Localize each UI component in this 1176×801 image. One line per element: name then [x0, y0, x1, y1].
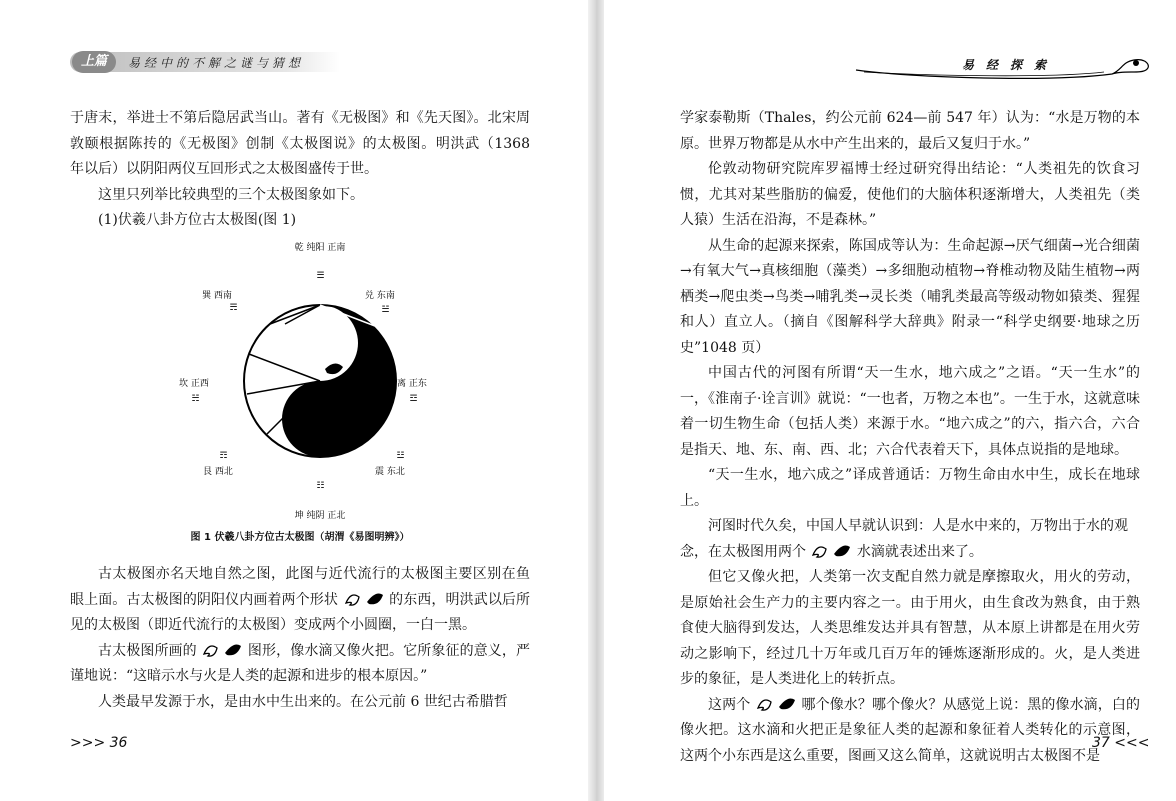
book-gutter [588, 0, 604, 801]
paragraph-part: 的东西，明洪武以后所见的太极图（即近代流行的太极图）变成两个小圆圈，一白一黑。 [70, 591, 531, 633]
trigram-zhen: ☳ [396, 451, 404, 461]
paragraph [680, 693, 1140, 770]
taiji-figure [175, 236, 465, 526]
paragraph [680, 540, 1140, 566]
paragraph: 学家泰勒斯（Thales，约公元前 624—前 547 年）认为：“水是万物的本原。世界万物都是从水中产生出来的，最后又复归于水。” [680, 110, 1140, 152]
page-number: 37 <<< [1092, 735, 1150, 751]
paragraph: 河图时代久矣，中国人早就认识到：人是水中来的，万物出于水的观 [708, 518, 1128, 534]
paragraph-part: 图形，像水滴又像火把。它所象征的意义，严谨地说：“这暗示水与火是人类的起源和进步的根本原因。” [70, 642, 531, 684]
trigram-kun: ☷ [316, 481, 324, 491]
paragraph-part: 哪个像水？哪个像火？从感觉上说：黑的像水滴，白的像火把。这水滴和火把正是象征人类的起源和象征着人类转化的示意图，这两个小东西是这么重要，图画又这么简单，这就说明古太极图不是 [680, 696, 1141, 764]
trigram-li: ☲ [409, 394, 417, 404]
paragraph-part: 古太极图所画的 [98, 642, 197, 659]
paragraph: (1)伏羲八卦方位古太极图(图 1) [98, 212, 297, 228]
taiji-diagram [244, 305, 396, 457]
paragraph-part: 念，在太极图用两个 [680, 543, 806, 560]
paragraph [70, 562, 530, 639]
label-north: 坤 纯阴 正北 [294, 511, 346, 521]
paragraph: 伦敦动物研究院库罗福博士经过研究得出结论：“人类祖先的饮食习惯，尤其对某些脂肪的偏爱，使他们的大脑体积逐渐增大，人类祖先（类人猿）生活在沿海，不是森林。” [680, 161, 1140, 228]
paragraph-part: 古太极图亦名天地自然之图，此图与近代流行的太极图主要区别在鱼眼上面。古太极图的阴阳仪内画着两个形状 [70, 566, 530, 608]
droplet-pair-icon [201, 643, 243, 659]
paragraph: 但它又像火把，人类第一次支配自然力就是摩擦取火，用火的劳动，是原始社会生产力的主要内容之一。由于用火，由生食改为熟食，由于熟食使大脑得到发达，人类思维发达并具有智慧，从本原上讲都是在用火劳动之影响下，经过几十万年或几百万年的锤炼逐渐形成的。火，是人类进步的象征，是人类进化上的转折点。 [680, 569, 1140, 687]
trigram-kan: ☵ [191, 394, 199, 404]
trigram-xun: ☴ [229, 303, 237, 313]
trigram-gen: ☶ [219, 451, 227, 461]
paragraph: 中国古代的河图有所谓“天一生水，地六成之”之语。“天一生水”的一，《淮南子·诠言训》就说：“一也者，万物之本也”。一生于水，这就意味着一切生物生命（包括人类）来源于水。“地六成之”的六，指六合，六合是指天、地、东、南、西、北；六合代表着天下，具体点说指的是地球。 [680, 365, 1140, 458]
droplet-pair-icon [810, 544, 852, 560]
label-west: 坎 正西 [179, 379, 209, 389]
part-tag: 上篇 [72, 51, 116, 73]
paragraph [70, 639, 530, 690]
left-text-bottom [70, 562, 530, 715]
paragraph: 这里只列举比较典型的三个太极图象如下。 [98, 186, 364, 203]
label-northwest: 艮 西北 [203, 467, 233, 477]
droplet-pair-icon [755, 697, 797, 713]
running-title: 易经中的不解之谜与猜想 [128, 56, 305, 70]
running-title: 易经探索 [962, 58, 1059, 72]
paragraph-part: 这两个 [708, 696, 751, 713]
page-number: >>> 36 [70, 735, 128, 751]
droplet-pair-icon [343, 592, 385, 608]
left-text-top [70, 106, 530, 234]
label-east: 离 正东 [397, 379, 427, 389]
paragraph-part: 水滴就表述出来了。 [856, 543, 983, 560]
paragraph: “天一生水，地六成之”译成普通话：万物生命由水中生，成长在地球上。 [680, 467, 1140, 509]
paragraph: 人类最早发源于水，是由水中生出来的。在公元前 6 世纪古希腊哲 [98, 693, 508, 710]
trigram-qian: ☰ [316, 271, 324, 281]
header-dot-icon [1133, 60, 1139, 66]
right-text [680, 106, 1140, 769]
paragraph: 于唐末，举进士不第后隐居武当山。著有《无极图》和《先天图》。北宋周敦颐根据陈抟的《无极图》创制《太极图说》的太极图。明洪武（1368 年以后）以阴阳两仪互回形式之太极图盛传于世。 [70, 110, 530, 177]
right-page [604, 0, 1176, 801]
label-southwest: 巽 西南 [202, 291, 232, 301]
label-northeast: 震 东北 [375, 467, 405, 477]
trigram-dui: ☱ [381, 305, 389, 315]
label-south: 乾 纯阳 正南 [294, 243, 346, 253]
label-southeast: 兑 东南 [365, 291, 395, 301]
left-running-header [70, 50, 350, 76]
paragraph: 从生命的起源来探索，陈国成等认为：生命起源→厌气细菌→光合细菌→有氧大气→真核细胞（藻类）→多细胞动植物→脊椎动物及陆生植物→两栖类→爬虫类→鸟类→哺乳类→灵长类（哺乳类最高等级动物如猿类、猩猩和人）直立人。（摘自《图解科学大辞典》附录一“科学史纲要·地球之历史”1048 页） [680, 237, 1140, 356]
figure-caption: 图 1 伏羲八卦方位古太极图（胡渭《易图明辨》） [190, 532, 410, 543]
